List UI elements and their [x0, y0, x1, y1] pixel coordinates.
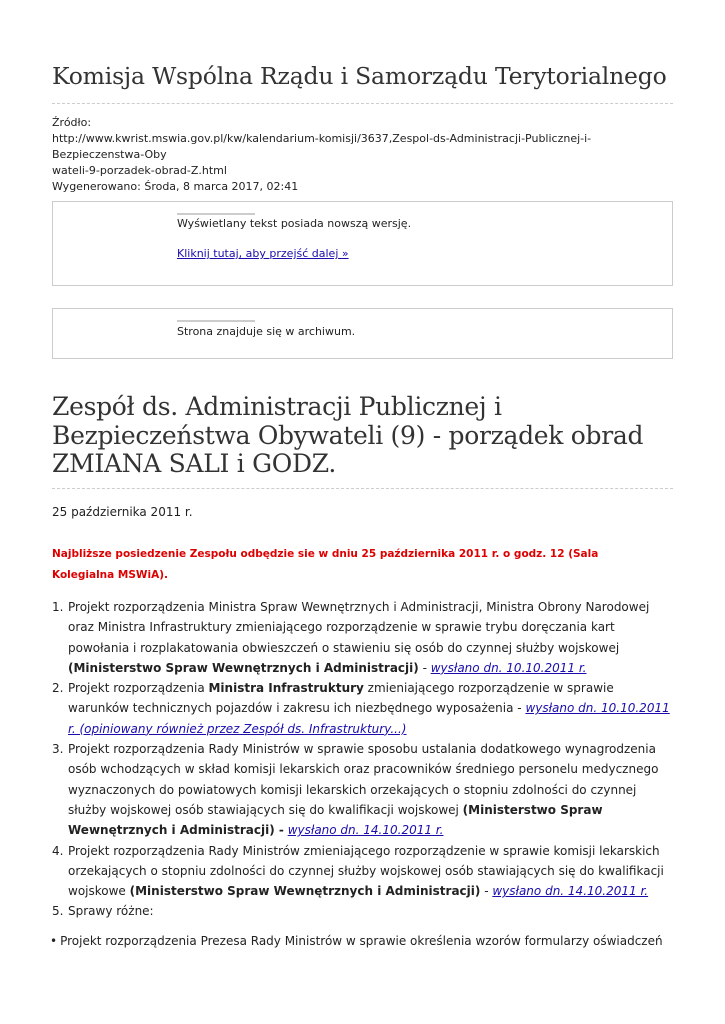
- bullet-item: [50, 931, 680, 951]
- article-date: 25 października 2011 r.: [52, 505, 193, 519]
- item-ministry: (Ministerstwo Spraw Wewnętrznych i Administracji): [129, 884, 481, 899]
- item-text: Projekt rozporządzenia Ministra Spraw Wewnętrznych i Administracji, Ministra Obrony Narodowej oraz Ministra Infrastruktury zmieniającego rozporządzenie w sprawie trybu doręczania kart powołania i rozplakatowania obwieszczeń o stawieniu się osób do czynnej służby wojskowej: [68, 600, 650, 655]
- item-ministry: Ministra Infrastruktury: [208, 681, 364, 696]
- title-divider: [52, 103, 673, 104]
- notice-bar: [177, 213, 255, 215]
- article-title: Zespół ds. Administracji Publicznej i Bezpieczeństwa Obywateli (9) - porządek obrad ZMIANA SALI i GODZ.: [52, 392, 644, 478]
- meeting-notice: Najbliższe posiedzenie Zespołu odbędzie sie w dniu 25 października 2011 r. o godz. 12 (Sala Kolegialna MSWiA).: [52, 548, 599, 581]
- bullet-dot: •: [50, 934, 58, 948]
- item-number: 2.: [52, 681, 64, 696]
- item-sent-link[interactable]: wysłano dn. 14.10.2011 r.: [492, 884, 649, 899]
- site-title: Komisja Wspólna Rządu i Samorządu Terytorialnego: [52, 62, 667, 90]
- agenda-item: [52, 901, 677, 921]
- item-text: zmieniającego rozporządzenie w sprawie warunków technicznych pojazdów i zakresu ich niezbędnego wyposażenia -: [68, 681, 614, 716]
- agenda-item: [52, 678, 677, 739]
- agenda-item: [52, 597, 677, 678]
- item-sent-link[interactable]: wysłano dn. 14.10.2011 r.: [287, 823, 444, 838]
- archive-text: Strona znajduje się w archiwum.: [177, 325, 356, 338]
- archive-notice: [52, 308, 673, 359]
- item-sent-link[interactable]: wysłano dn. 10.10.2011 r. (opiniowany również przez Zespół ds. Infrastruktury...): [68, 701, 670, 736]
- agenda-list: [52, 597, 677, 922]
- newer-version-notice: [52, 201, 673, 286]
- source-url-line-2: wateli-9-porzadek-obrad-Z.html: [52, 164, 227, 177]
- item-text: Projekt rozporządzenia: [68, 681, 209, 696]
- article-divider: [52, 488, 673, 489]
- item-number: 1.: [52, 600, 64, 614]
- agenda-item: [52, 739, 677, 840]
- item-ministry: (Ministerstwo Spraw Wewnętrznych i Administracji) -: [68, 802, 603, 838]
- item-dash: -: [480, 884, 493, 899]
- item-text: Projekt rozporządzenia Rady Ministrów w sprawie sposobu ustalania dodatkowego wynagrodzenia osób wchodzących w skład komisji lekarskich oraz pracowników średniego personelu medycznego wyznaczonych do powiatowych komisji lekarskich orzekających o stopniu zdolności do czynnej służby wojskowej osób stawiających się do kwalifikacji wojskowej: [68, 742, 659, 817]
- source-url-line-1: http://www.kwrist.mswia.gov.pl/kw/kalendarium-komisji/3637,Zespol-ds-Administracji-Publicznej-i-Bezpieczenstwa-Oby: [52, 132, 592, 161]
- notice-bar: [177, 320, 255, 322]
- source-meta: [52, 115, 677, 195]
- generated-date: Wygenerowano: Środa, 8 marca 2017, 02:41: [52, 180, 299, 193]
- newer-version-text: Wyświetlany tekst posiada nowszą wersję.: [177, 217, 412, 230]
- item-ministry: (Ministerstwo Spraw Wewnętrznych i Administracji): [68, 660, 419, 675]
- newer-version-link[interactable]: Kliknij tutaj, aby przejść dalej »: [177, 247, 349, 260]
- bullet-text: Projekt rozporządzenia Prezesa Rady Ministrów w sprawie określenia wzorów formularzy oświadczeń: [60, 934, 663, 948]
- source-label: Źródło:: [52, 116, 92, 129]
- item-number: 4.: [52, 843, 64, 858]
- item-dash: -: [418, 660, 431, 675]
- agenda-item: [52, 841, 677, 902]
- item-text: Sprawy różne:: [68, 904, 154, 919]
- item-number: 5.: [52, 904, 64, 919]
- item-number: 3.: [52, 742, 64, 757]
- item-text: Projekt rozporządzenia Rady Ministrów zmieniającego rozporządzenie w sprawie komisji lekarskich orzekających o stopniu zdolności do czynnej służby wojskowej osób stawiających się do kwalifikacji wojskowe: [68, 843, 664, 899]
- item-sent-link[interactable]: wysłano dn. 10.10.2011 r.: [430, 660, 587, 675]
